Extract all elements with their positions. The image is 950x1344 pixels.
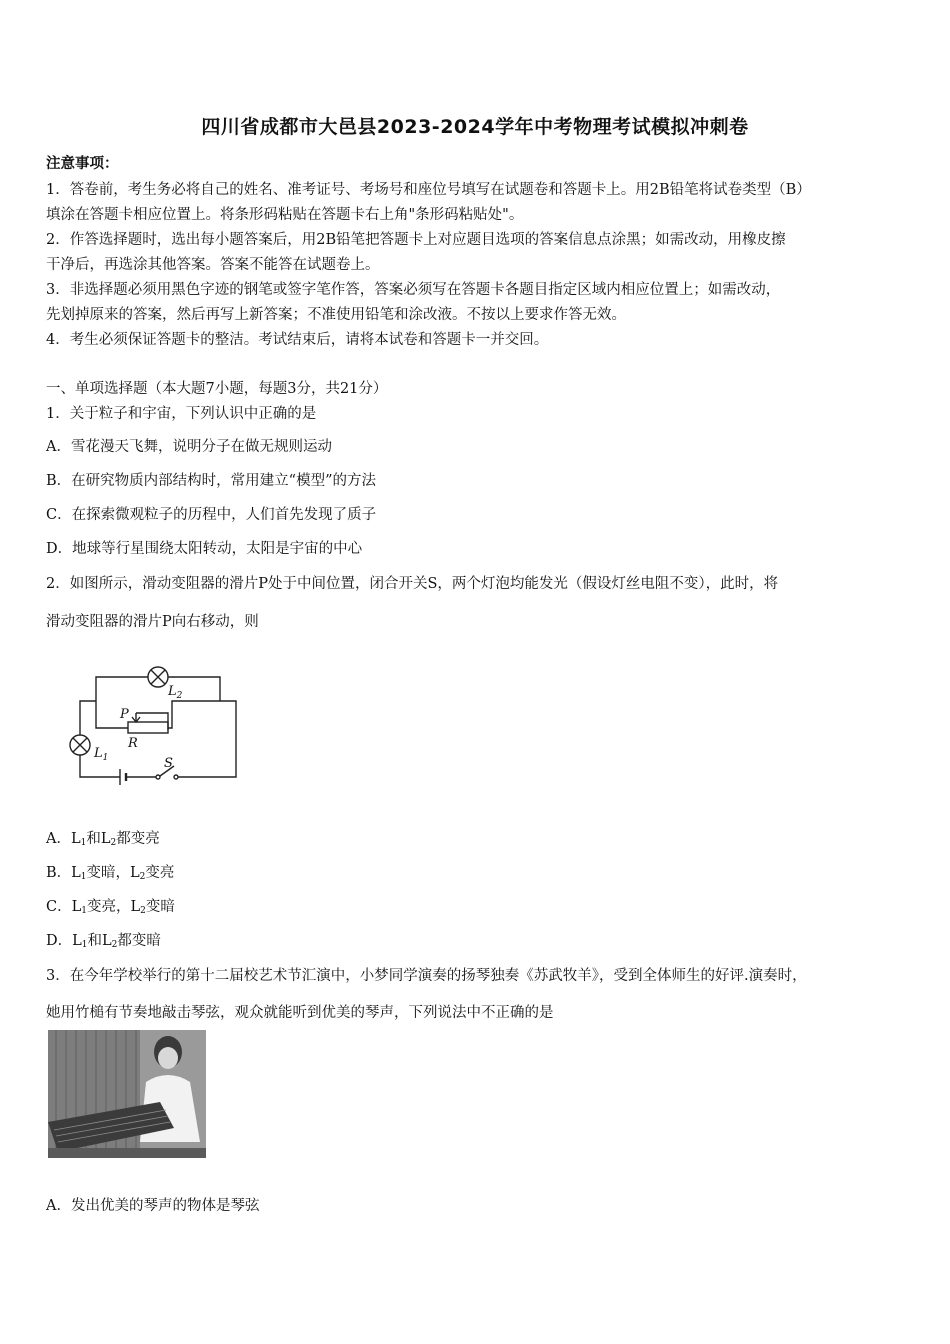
question-1-stem: 1．关于粒子和宇宙，下列认识中正确的是: [46, 406, 317, 422]
label-l2: $L_2$: [168, 684, 183, 701]
yangqin-performance-photo: [48, 1030, 206, 1158]
label-s: S: [164, 756, 173, 771]
wire-outer-right: [178, 701, 236, 777]
rheostat-r-icon: [128, 722, 168, 733]
lamp-l1-cross: [73, 738, 87, 752]
question-1-option-b: B．在研究物质内部结构时，常用建立“模型”的方法: [46, 473, 376, 489]
notice-line: 干净后，再选涂其他答案。答案不能答在试题卷上。: [46, 257, 380, 273]
question-2-option-c: C．$L_1$变亮，$L_2$变暗: [46, 899, 175, 916]
notice-line: 3．非选择题必须用黑色字迹的钢笔或签字笔作答，答案必须写在答题卡各题目指定区域内相应位置上；如需改动，: [46, 282, 781, 298]
lamp-l2-cross: [151, 670, 165, 684]
notice-line: 2．作答选择题时，选出每小题答案后，用2B铅笔把答题卡上对应题目选项的答案信息点涂黑；如需改动，用橡皮擦: [46, 232, 786, 248]
notice-line: 填涂在答题卡相应位置上。将条形码粘贴在答题卡右上角"条形码粘贴处"。: [46, 207, 524, 223]
circuit-diagram: [60, 655, 250, 795]
question-1-option-d: D．地球等行星围绕太阳转动，太阳是宇宙的中心: [46, 541, 363, 557]
question-2-stem-line1: 2．如图所示，滑动变阻器的滑片P处于中间位置，闭合开关S，两个灯泡均能发光（假设灯丝电阻不变），此时，将: [46, 576, 779, 592]
notice-line: 先划掉原来的答案，然后再写上新答案；不准使用铅笔和涂改液。不按以上要求作答无效。: [46, 307, 626, 323]
question-3-stem-line2: 她用竹槌有节奏地敲击琴弦，观众就能听到优美的琴声，下列说法中不正确的是: [46, 1005, 554, 1021]
label-r: R: [128, 736, 138, 751]
switch-contact-left: [156, 775, 160, 779]
label-p: P: [120, 707, 129, 722]
label-l1: $L_1$: [94, 746, 109, 763]
question-1-option-a: A．雪花漫天飞舞，说明分子在做无规则运动: [46, 439, 332, 455]
wire-top-left: [96, 677, 148, 701]
wire-outer-left: [80, 701, 96, 735]
section-heading: 一、单项选择题（本大题7小题，每题3分，共21分）: [46, 381, 388, 397]
photo-illustration: [48, 1030, 206, 1158]
notice-line: 4．考生必须保证答题卡的整洁。考试结束后，请将本试卷和答题卡一并交回。: [46, 332, 549, 348]
question-3-stem-line1: 3．在今年学校举行的第十二届校艺术节汇演中，小梦同学演奏的扬琴独奏《苏武牧羊》，受到全体师生的好评.演奏时，: [46, 968, 807, 984]
question-2-option-a: A．$L_1$和$L_2$都变亮: [46, 831, 160, 848]
performer-face: [158, 1047, 178, 1069]
notice-line: 1．答卷前，考生务必将自己的姓名、准考证号、考场号和座位号填写在试题卷和答题卡上。用2B铅笔将试卷类型（B）: [46, 182, 811, 198]
notice-heading: 注意事项：: [46, 155, 119, 172]
page-title: 四川省成都市大邑县2023-2024学年中考物理考试模拟冲刺卷: [201, 116, 749, 138]
wire-slider: [136, 713, 168, 728]
question-2-option-d: D．$L_1$和$L_2$都变暗: [46, 933, 161, 950]
switch-contact-right: [174, 775, 178, 779]
question-2-stem-line2: 滑动变阻器的滑片P向右移动，则: [46, 614, 259, 630]
question-3-option-a: A．发出优美的琴声的物体是琴弦: [46, 1198, 260, 1214]
question-1-option-c: C．在探索微观粒子的历程中，人们首先发现了质子: [46, 507, 377, 523]
wire-rheostat-right: [168, 701, 220, 728]
question-2-option-b: B．$L_1$变暗，$L_2$变亮: [46, 865, 175, 882]
